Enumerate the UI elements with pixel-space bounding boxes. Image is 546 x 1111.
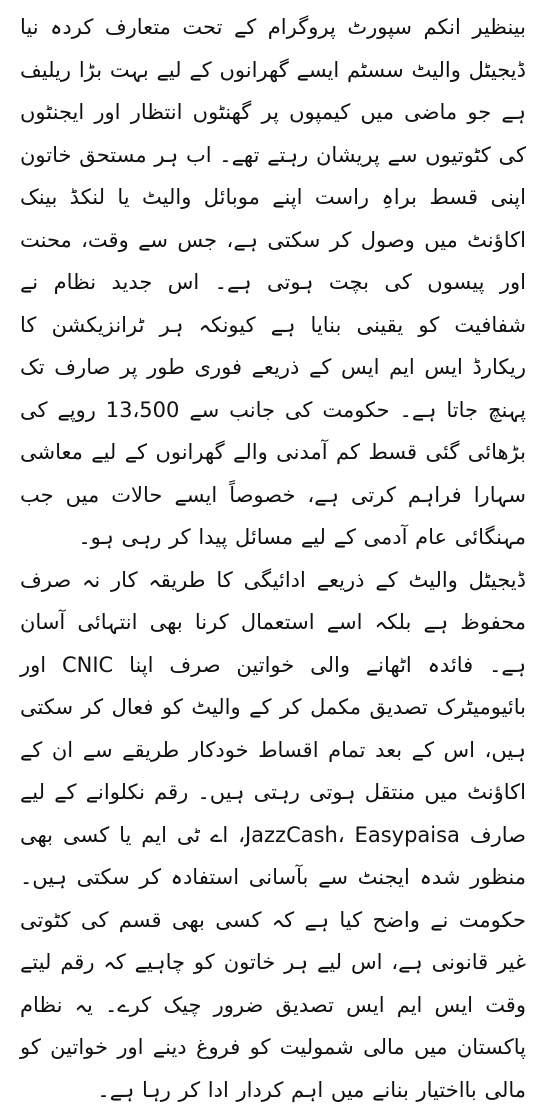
article-paragraph-1: بینظیر انکم سپورٹ پروگرام کے تحت متعارف کردہ نیا ڈیجیٹل والیٹ سسٹم ایسے گھرانوں کے لیے بہت بڑا ریلیف ہے جو ماضی میں کیمپوں پر گھنٹوں انتظار اور ایجنٹوں کی کٹوتیوں سے پریشان رہتے تھے۔ اب ہر مستحق خاتون اپنی قسط براہِ راست اپنے موبائل والیٹ یا لنکڈ بینک اکاؤنٹ میں وصول کر سکتی ہے، جس سے وقت، محنت اور پیسوں کی بچت ہوتی ہے۔ اس جدید نظام نے شفافیت کو یقینی بنایا ہے کیونکہ ہر ٹرانزیکشن کا ریکارڈ ایس ایم ایس کے ذریعے فوری طور پر صارف تک پہنچ جاتا ہے۔ حکومت کی جانب سے 13،500 روپے کی بڑھائی گئی قسط کم آمدنی والے گھرانوں کے لیے معاشی سہارا فراہم کرتی ہے، خصوصاً ایسے حالات میں جب مہنگائی عام آدمی کے لیے مسائل پیدا کر رہی ہو۔ [20, 6, 526, 559]
article-paragraph-2: ڈیجیٹل والیٹ کے ذریعے ادائیگی کا طریقہ کار نہ صرف محفوظ ہے بلکہ اسے استعمال کرنا بھی انتہائی آسان ہے۔ فائدہ اٹھانے والی خواتین صرف اپنا CNIC اور بائیومیٹرک تصدیق مکمل کر کے والیٹ کو فعال کر سکتی ہیں، اس کے بعد تمام اقساط خودکار طریقے سے ان کے اکاؤنٹ میں منتقل ہوتی رہتی ہیں۔ رقم نکلوانے کے لیے صارف JazzCash، Easypaisa، اے ٹی ایم یا کسی بھی منظور شدہ ایجنٹ سے بآسانی استفادہ کر سکتی ہیں۔ حکومت نے واضح کیا ہے کہ کسی بھی قسم کی کٹوتی غیر قانونی ہے، اس لیے ہر خاتون کو چاہیے کہ رقم لیتے وقت ایس ایم ایس تصدیق ضرور چیک کرے۔ یہ نظام پاکستان میں مالی شمولیت کو فروغ دینے اور خواتین کو مالی بااختیار بنانے میں اہم کردار ادا کر رہا ہے۔ [20, 559, 526, 1111]
